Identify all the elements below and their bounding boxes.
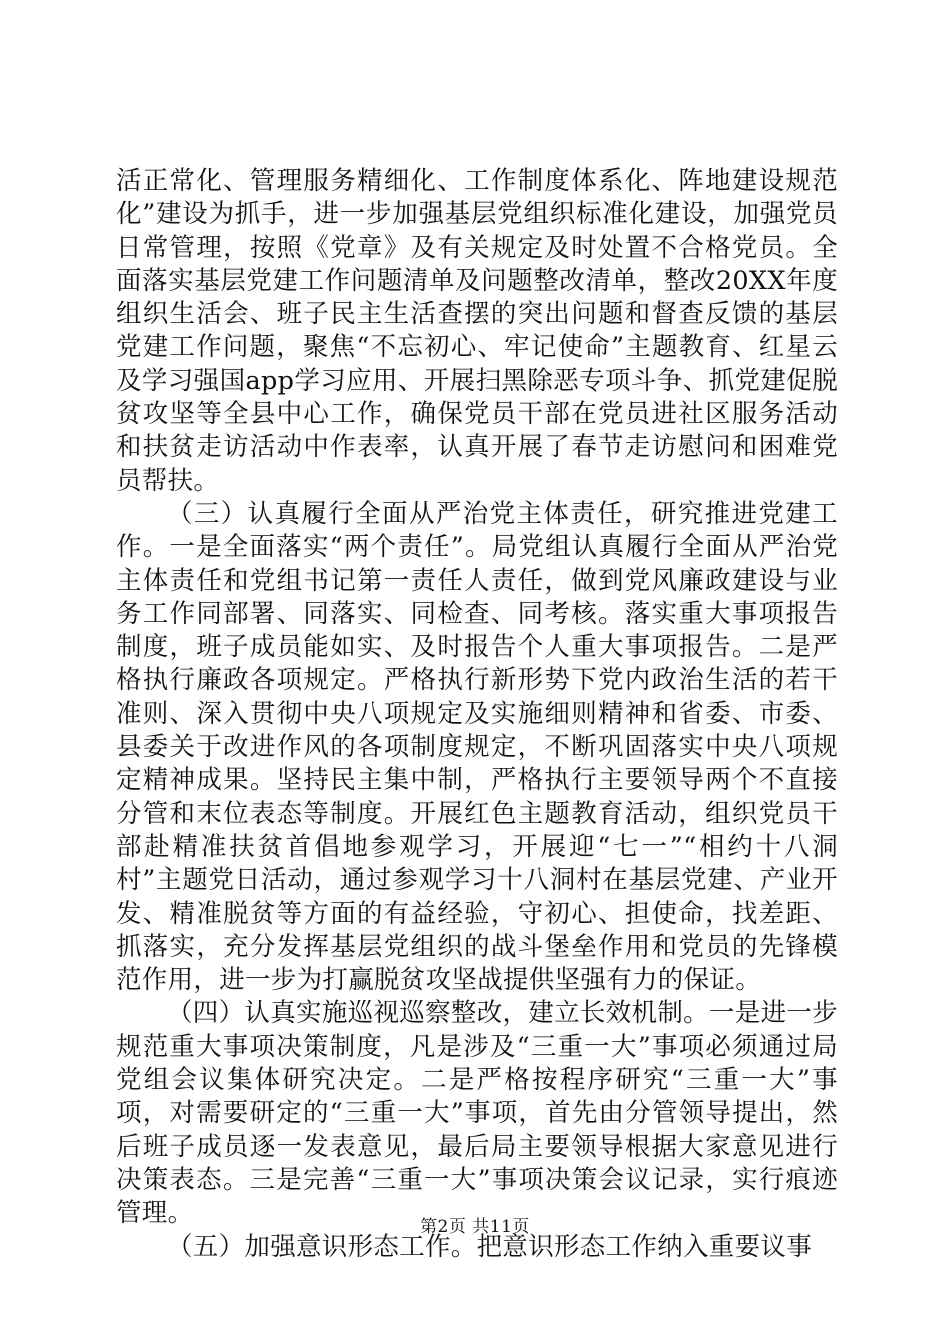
paragraph-section-4: （四）认真实施巡视巡察整改，建立长效机制。一是进一步规范重大事项决策制度，凡是涉及“三重一大”事项必须通过局党组会议集体研究决定。二是严格按程序研究“三重一大”事项，对需要研定的“三重一大”事项，首先由分管领导提出，然后班子成员逐一发表意见，最后局主要领导根据大家意见进行决策表态。三是完善“三重一大”事项决策会议记录，实行痕迹管理。 <box>116 998 838 1229</box>
paragraph-continued: 活正常化、管理服务精细化、工作制度体系化、阵地建设规范化”建设为抓手，进一步加强基层党组织标准化建设，加强党员日常管理，按照《党章》及有关规定及时处置不合格党员。全面落实基层党建工作问题清单及问题整改清单，整改20XX年度组织生活会、班子民主生活查摆的突出问题和督查反馈的基层党建工作问题，聚焦“不忘初心、牢记使命”主题教育、红星云及学习强国app学习应用、开展扫黑除恶专项斗争、抓党建促脱贫攻坚等全县中心工作，确保党员干部在党员进社区服务活动和扶贫走访活动中作表率，认真开展了春节走访慰问和困难党员帮扶。 <box>116 166 838 496</box>
paragraph-section-3: （三）认真履行全面从严治党主体责任，研究推进党建工作。一是全面落实“两个责任”。局党组认真履行全面从严治党主体责任和党组书记第一责任人责任，做到党风廉政建设与业务工作同部署、同落实、同检查、同考核。落实重大事项报告制度，班子成员能如实、及时报告个人重大事项报告。二是严格执行廉政各项规定。严格执行新形势下党内政治生活的若干准则、深入贯彻中央八项规定及实施细则精神和省委、市委、县委关于改进作风的各项制度规定，不断巩固落实中央八项规定精神成果。坚持民主集中制，严格执行主要领导两个不直接分管和末位表态等制度。开展红色主题教育活动，组织党员干部赴精准扶贫首倡地参观学习，开展迎“七一”“相约十八洞村”主题党日活动，通过参观学习十八洞村在基层党建、产业开发、精准脱贫等方面的有益经验，守初心、担使命，找差距、抓落实，充分发挥基层党组织的战斗堡垒作用和党员的先锋模范作用，进一步为打赢脱贫攻坚战提供坚强有力的保证。 <box>116 498 838 996</box>
paragraph-section-5: （五）加强意识形态工作。把意识形态工作纳入重要议事 <box>167 1231 813 1262</box>
page-number-footer: 第2页 共11页 <box>420 1217 530 1237</box>
document-body <box>116 165 838 1264</box>
